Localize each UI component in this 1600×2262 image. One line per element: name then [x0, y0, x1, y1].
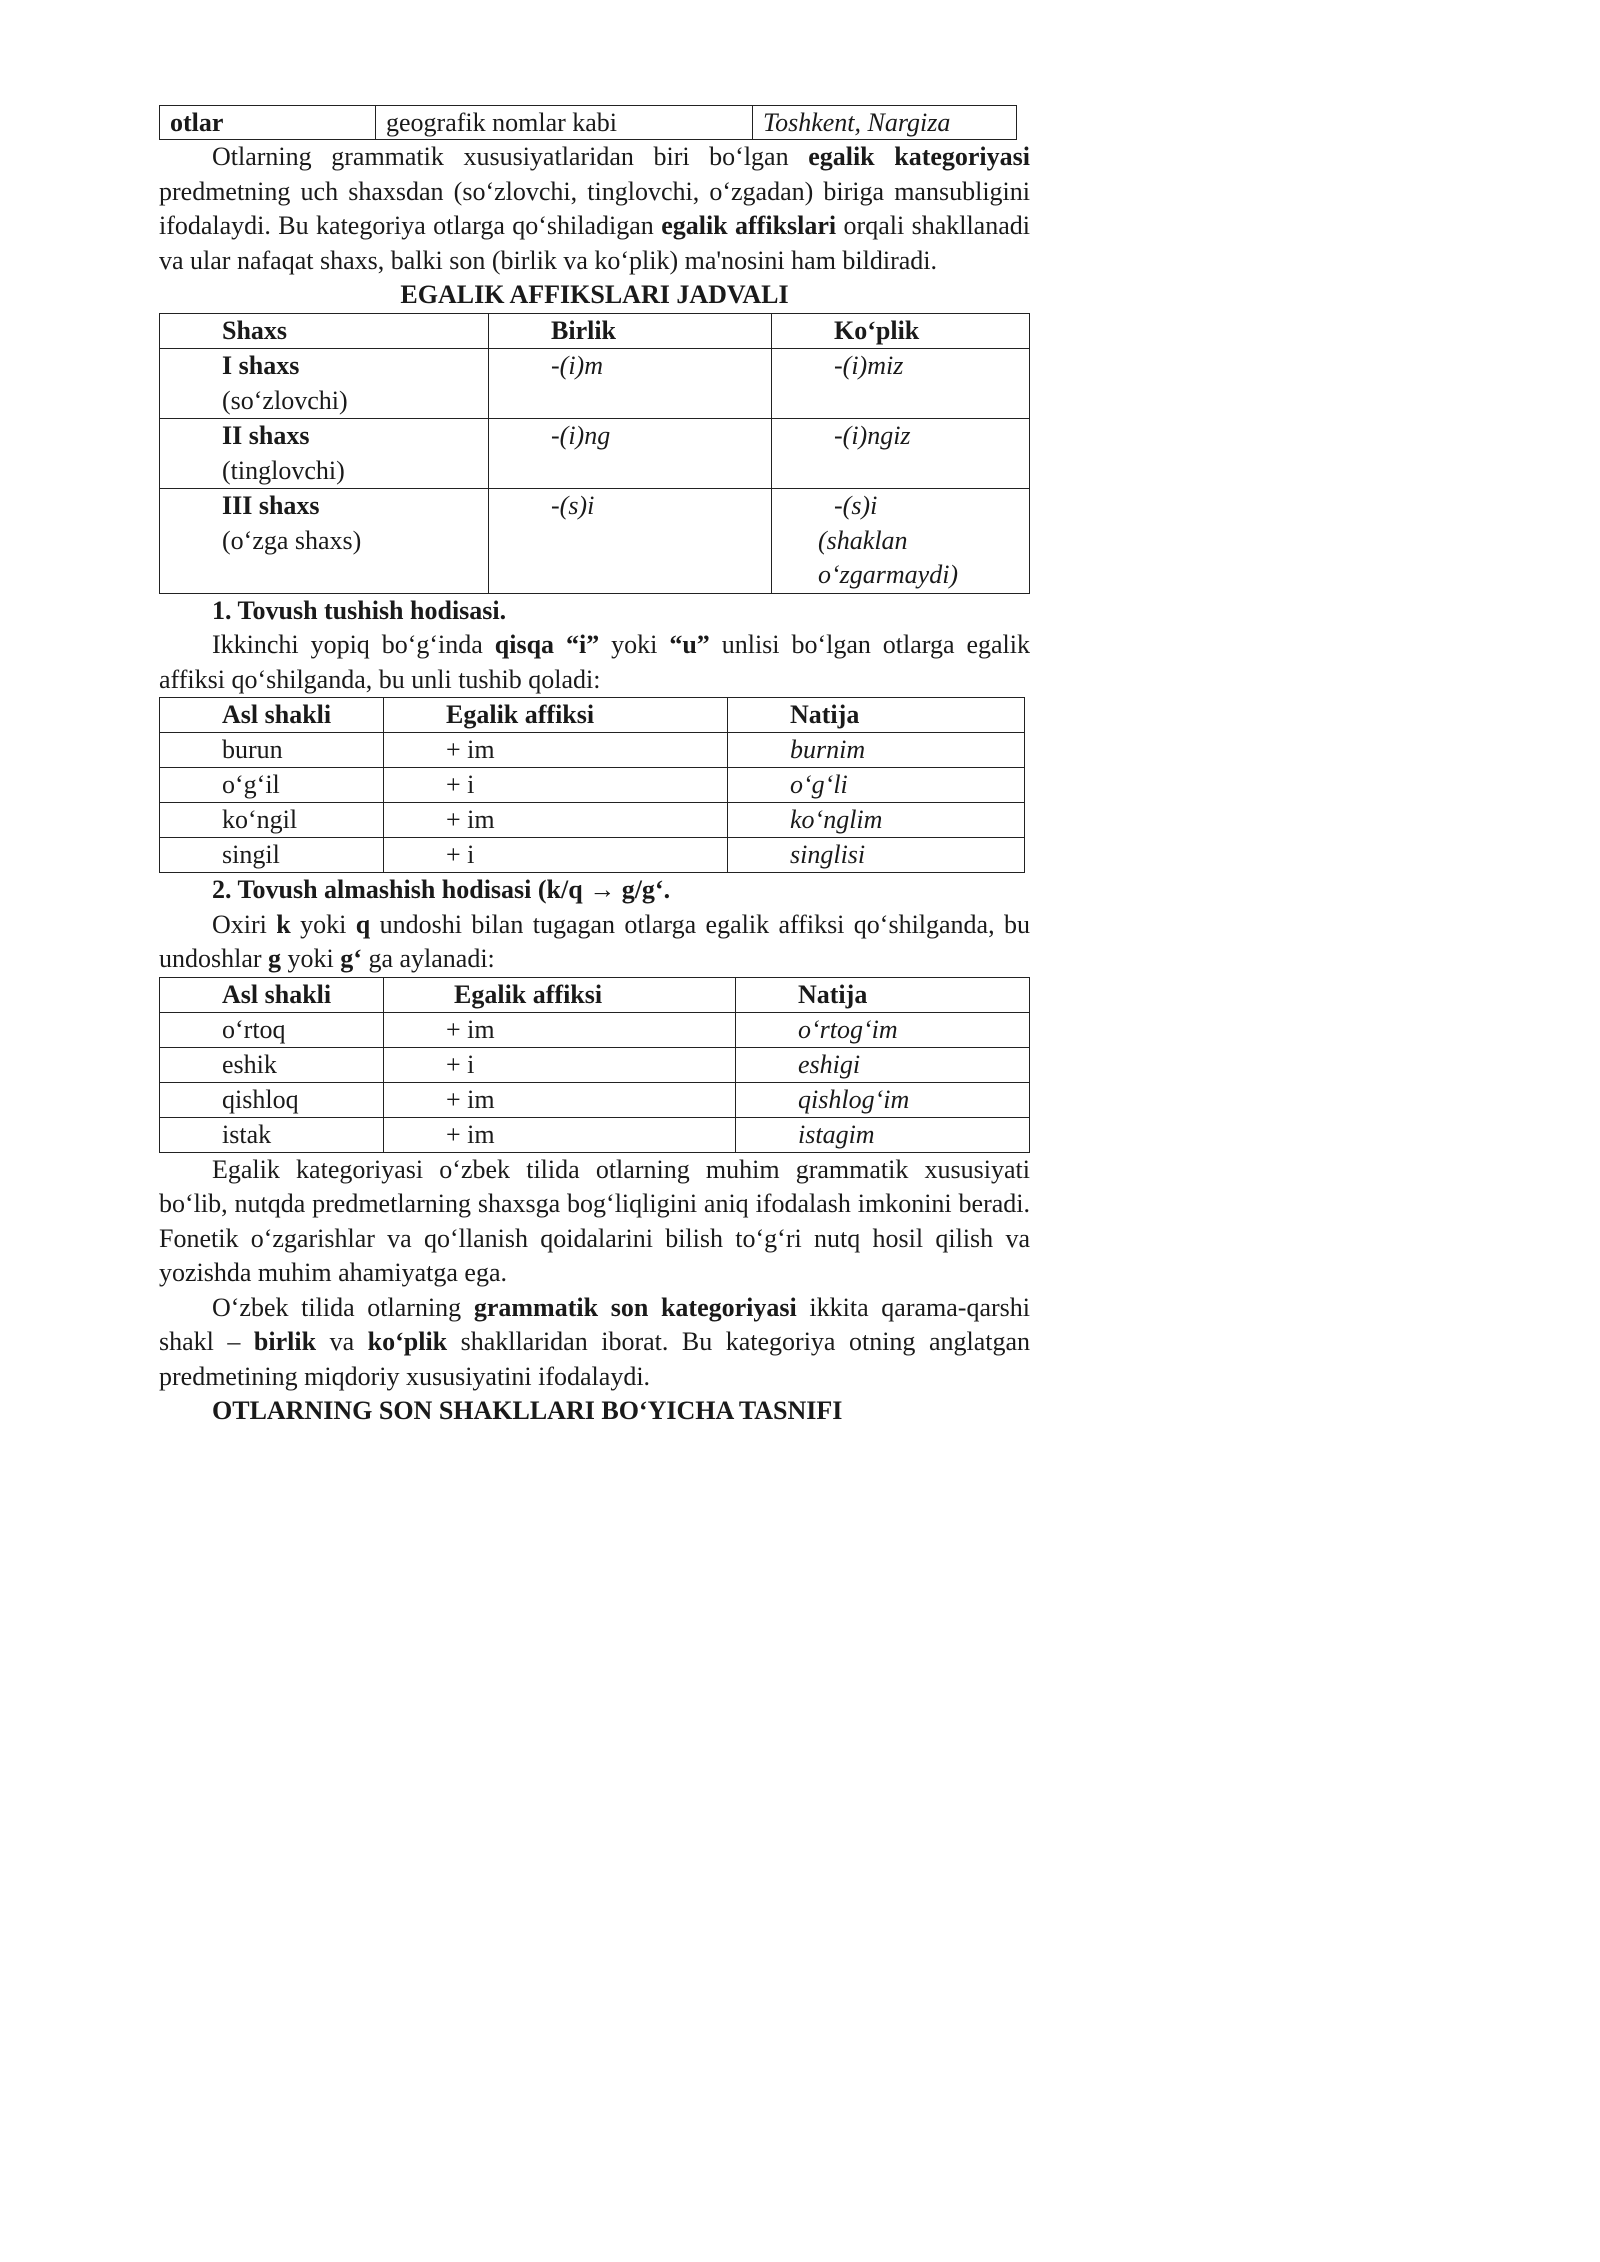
table-header-cell: Asl shakli [160, 977, 384, 1012]
text-run: shakllaridan iborat. Bu kategoriya otning anglatgan predmetining miqdoriy xususiyatini ifodalaydi. [159, 1327, 1031, 1391]
person-role: (tinglovchi) [222, 455, 345, 485]
table-cell: -(i)ng [489, 419, 772, 489]
paragraph-egalik-summary: Egalik kategoriyasi o‘zbek tilida otlarning muhim grammatik xususiyati bo‘lib, nutqda predmetlarning shaxsga bog‘liqligini aniq ifodalash imkonini beradi. Fonetik o‘zgarishlar va qo‘llanish qoidalarini bilish to‘g‘ri nutq hosil qilish va yozishda muhim ahamiyatga ega. [159, 1154, 1030, 1287]
plural-note: (shaklan o‘zgarmaydi) [818, 525, 959, 589]
table-cell [772, 489, 1030, 594]
paragraph-egalik-intro [159, 140, 1030, 278]
table-header-cell: Birlik [489, 313, 772, 349]
table-header-cell: Egalik affiksi [384, 977, 736, 1012]
bold-term: q [355, 909, 371, 939]
person-role: (so‘zlovchi) [222, 385, 348, 415]
table-cell: o‘rtog‘im [736, 1012, 1030, 1047]
table-cell: -(i)m [489, 349, 772, 419]
bold-term: grammatik son kategoriyasi [473, 1292, 797, 1322]
person-label: II shaxs [222, 421, 310, 450]
text-run: predmetning uch shaxsdan (so‘zlovchi, tinglovchi, o‘zgadan) biriga mansubligini ifodalaydi. Bu kategoriya otlarga qo‘shiladigan [159, 176, 1030, 240]
table-row [160, 1082, 1030, 1117]
table-cell: qishloq [160, 1082, 384, 1117]
table-cell: + i [384, 1047, 736, 1082]
bold-term: k [276, 909, 291, 939]
bold-term: qisqa “i” [494, 630, 600, 659]
text-run: Oxiri [212, 909, 277, 939]
section2-paragraph [159, 908, 1030, 977]
table-cell: istak [160, 1117, 384, 1152]
table-cell: -(s)i [489, 489, 772, 594]
document-page [159, 105, 1030, 1429]
sound-drop-table [159, 697, 1025, 873]
table-header-cell: Natija [728, 698, 1025, 733]
table-cell: burnim [728, 733, 1025, 768]
table-row [160, 803, 1025, 838]
table-cell: + im [384, 733, 728, 768]
person-label: III shaxs [222, 491, 320, 520]
table-header-row [160, 313, 1030, 349]
table-header-row [160, 698, 1025, 733]
paragraph-son-kategoriyasi [159, 1291, 1030, 1395]
text-run: yoki [290, 909, 356, 939]
final-heading: OTLARNING SON SHAKLLARI BO‘YICHA TASNIFI [212, 1396, 843, 1425]
table-cell: + im [384, 1082, 736, 1117]
text-run: Otlarning grammatik xususiyatlaridan biri bo‘lgan [212, 142, 809, 171]
table-row [160, 768, 1025, 803]
table-cell: o‘g‘il [160, 768, 384, 803]
table-row [160, 489, 1030, 594]
text-run: unlisi bo‘lgan otlarga egalik affiksi qo‘shilganda, bu unli tushib qoladi: [159, 630, 1030, 694]
text-run: Ikkinchi yopiq bo‘g‘inda [212, 630, 495, 659]
person-label: I shaxs [222, 351, 300, 380]
table-header-row [160, 977, 1030, 1012]
table-cell [160, 489, 489, 594]
affix-table [159, 313, 1030, 594]
table-cell: + im [384, 803, 728, 838]
table-cell: eshigi [736, 1047, 1030, 1082]
table-cell: geografik nomlar kabi [376, 106, 753, 140]
table-cell: + im [384, 1117, 736, 1152]
table-cell: -(i)ngiz [772, 419, 1030, 489]
bold-term: g [268, 944, 282, 973]
table-row [160, 733, 1025, 768]
table-row [160, 419, 1030, 489]
table-cell: singlisi [728, 838, 1025, 873]
table-cell: burun [160, 733, 384, 768]
table-cell: otlar [160, 106, 376, 140]
bold-term: ko‘plik [367, 1327, 448, 1356]
table-row [160, 838, 1025, 873]
affix-table-title: EGALIK AFFIKSLARI JADVALI [400, 280, 789, 309]
table-row [160, 349, 1030, 419]
table-header-cell: Natija [736, 977, 1030, 1012]
table-cell [160, 349, 489, 419]
table-cell: istagim [736, 1117, 1030, 1152]
table-cell: -(i)miz [772, 349, 1030, 419]
sound-change-table [159, 977, 1030, 1153]
table-row [160, 1012, 1030, 1047]
table-cell: eshik [160, 1047, 384, 1082]
table-header-cell: Asl shakli [160, 698, 384, 733]
table-cell: o‘g‘li [728, 768, 1025, 803]
bold-term: egalik affikslari [661, 211, 837, 240]
section1-heading: 1. Tovush tushish hodisasi. [212, 595, 507, 625]
text-run: va [316, 1327, 368, 1356]
text-run: yoki [281, 944, 341, 973]
table-cell: + im [384, 1012, 736, 1047]
bold-term: birlik [253, 1327, 317, 1356]
text-run: ga aylanadi: [361, 944, 495, 973]
top-table [159, 105, 1017, 140]
bold-term: g‘ [340, 944, 362, 973]
person-role: (o‘zga shaxs) [222, 525, 362, 555]
table-cell: o‘rtoq [160, 1012, 384, 1047]
table-cell: ko‘nglim [728, 803, 1025, 838]
table-cell [160, 419, 489, 489]
text-run: ikkita qarama-qarshi shakl – [159, 1292, 1030, 1356]
text-run: orqali shakllanadi va ular nafaqat shaxs, balki son (birlik va ko‘plik) ma'nosini ham bildiradi. [159, 211, 1030, 275]
plural-form: -(s)i [834, 491, 878, 520]
bold-term: “u” [669, 630, 710, 659]
table-cell: Toshkent, Nargiza [753, 106, 1017, 140]
section2-heading: 2. Tovush almashish hodisasi (k/q → g/g‘. [212, 875, 671, 904]
table-row [160, 1117, 1030, 1152]
text-run: O‘zbek tilida otlarning [212, 1292, 474, 1322]
table-header-cell: Egalik affiksi [384, 698, 728, 733]
table-row [160, 106, 1017, 140]
table-row [160, 1047, 1030, 1082]
section1-paragraph [159, 628, 1030, 697]
table-cell: ko‘ngil [160, 803, 384, 838]
text-run: yoki [599, 630, 670, 659]
table-cell: + i [384, 768, 728, 803]
table-cell: singil [160, 838, 384, 873]
table-cell: qishlog‘im [736, 1082, 1030, 1117]
table-cell: + i [384, 838, 728, 873]
text-run: undoshi bilan tugagan otlarga egalik affiksi qo‘shilganda, bu undoshlar [159, 909, 1030, 973]
bold-term: egalik kategoriyasi [808, 142, 1030, 171]
table-header-cell: Ko‘plik [772, 313, 1030, 349]
table-header-cell: Shaxs [160, 313, 489, 349]
